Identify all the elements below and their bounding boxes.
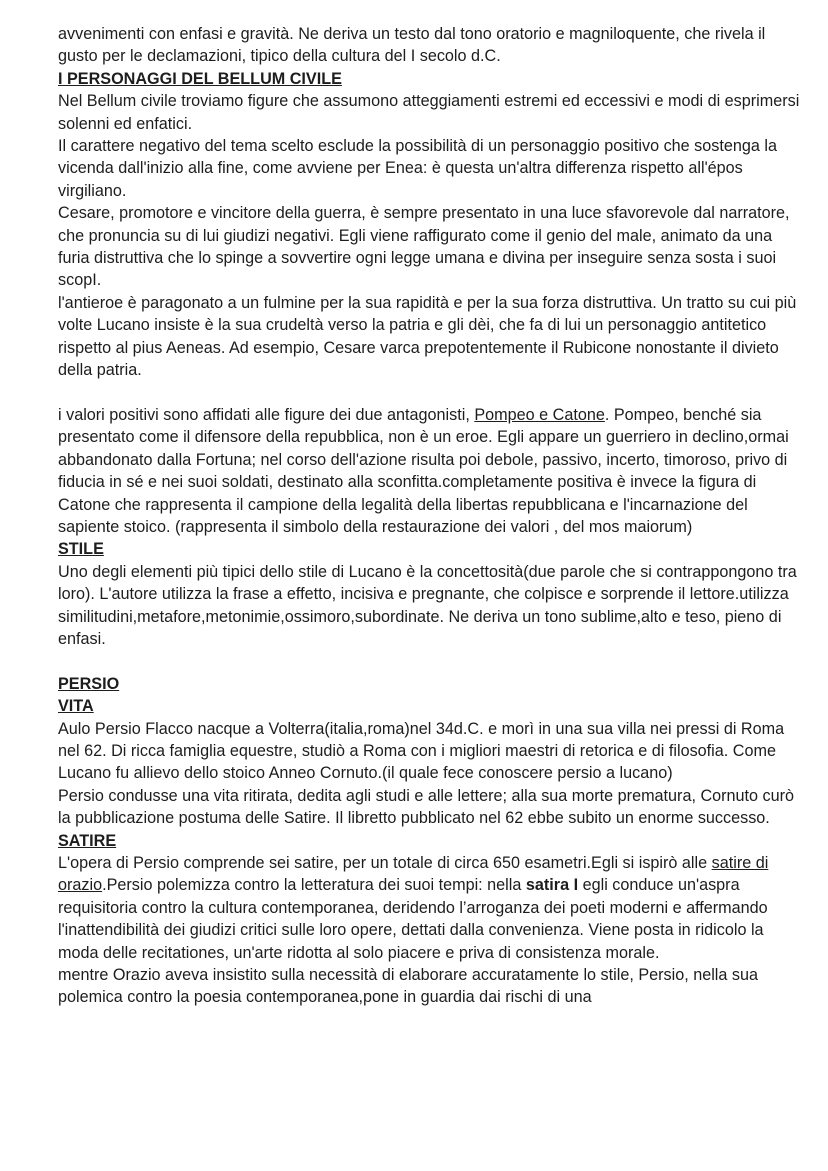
satire-di-orazio-link[interactable]: satire di orazio xyxy=(58,854,769,895)
paragraph-persio-vita-ritirata: Persio condusse una vita ritirata, dedita agli studi e alle lettere; alla sua morte prematura, Cornuto curò la pubblicazione postuma delle Satire. Il libretto pubblicato nel 62 ebbe subito un enorme successo. xyxy=(58,786,795,828)
valori-text-start: i valori positivi sono affidati alle figure dei due antagonisti, xyxy=(58,405,475,424)
satire-text-mid: .Persio polemizza contro la letteratura dei suoi tempi: nella xyxy=(102,876,526,895)
satira-i-bold: satira I xyxy=(525,876,579,895)
paragraph-valori-positivi xyxy=(58,404,808,538)
paragraph-cesare: Cesare, promotore e vincitore della guerra, è sempre presentato in una luce sfavorevole dal narratore, che pronuncia su di lui giudizi negativi. Egli viene raffigurato come il genio del male, animato da una furia distruttiva che lo spinge a sovvertire ogni legge umana e divina per inseguire senza sosta i suoi scopI. xyxy=(58,204,790,290)
paragraph-satire-opera xyxy=(58,852,808,964)
heading-persio: PERSIO xyxy=(58,674,120,693)
paragraph-antieroe: l'antieroe è paragonato a un fulmine per la sua rapidità e per la sua forza distruttiva. Un tratto su cui più volte Lucano insiste è la sua crudeltà verso la patria e gli dèi, che fa di lui un personaggio antitetico rispetto al pius Aeneas. Ad esempio, Cesare varca prepotentemente il Rubicone nonostante il divieto della patria. xyxy=(58,293,797,380)
paragraph-spacer xyxy=(58,382,808,404)
satire-text-end: egli conduce un'aspra requisitoria contro la cultura contemporanea, deridendo l’arroganza dei poeti moderni e affermando l'inattendibilità dei giudizi critici sulle loro opere, dettati dalla convenienza. Viene posta in ridicolo la moda delle recitationes, un'arte ridotta al solo piacere e priva di consistenza morale. xyxy=(58,876,768,962)
heading-personaggi: I PERSONAGGI DEL BELLUM CIVILE xyxy=(58,69,342,88)
paragraph-lucano-tone: avvenimenti con enfasi e gravità. Ne deriva un testo dal tono oratorio e magniloquente, che rivela il gusto per le declamazioni, tipico della cultura del I secolo d.C. xyxy=(58,25,766,66)
paragraph-figure-estreme: Nel Bellum civile troviamo figure che assumono atteggiamenti estremi ed eccessivi e modi di esprimersi solenni ed enfatici. xyxy=(58,92,800,133)
pompeo-catone-link[interactable]: Pompeo e Catone xyxy=(474,405,605,424)
heading-stile: STILE xyxy=(58,540,104,559)
satire-text-start: L'opera di Persio comprende sei satire, per un totale di circa 650 esametri.Egli si ispirò alle xyxy=(58,854,712,872)
paragraph-persio-nascita: Aulo Persio Flacco nacque a Volterra(italia,roma)nel 34d.C. e morì in una sua villa nei pressi di Roma nel 62. Di ricca famiglia equestre, studiò a Roma con i migliori maestri di retorica e di filosofia. Come Lucano fu allievo dello stoico Anneo Cornuto.(il quale fece conoscere persio a lucano) xyxy=(58,719,785,783)
paragraph-carattere-negativo: Il carattere negativo del tema scelto esclude la possibilità di un personaggio positivo che sostenga la vicenda dall'inizio alla fine, come avviene per Enea: è questa un'altra differenza rispetto all'épos virgiliano. xyxy=(58,137,777,200)
heading-satire: SATIRE xyxy=(58,831,117,850)
paragraph-spacer xyxy=(58,650,808,672)
valori-text-end: . Pompeo, benché sia presentato come il difensore della repubblica, non è un eroe. Egli appare un guerriero in declino,ormai abbandonato dalla Fortuna; nel corso dell'azione risulta poi debole, passivo, incerto, timoroso, privo di fiducia in sé e nei suoi soldati, destinato alla sconfitta.completamente positiva è invece la figura di Catone che rappresenta il campione della legalità della libertas repubblicana e l'incarnazione del sapiente stoico. (rappresenta il simbolo della restaurazione dei valori , del mos maiorum) xyxy=(58,405,789,536)
heading-vita: VITA xyxy=(58,697,94,716)
paragraph-orazio-stile: mentre Orazio aveva insistito sulla necessità di elaborare accuratamente lo stile, Persio, nella sua polemica contro la poesia contemporanea,pone in guardia dai rischi di una xyxy=(58,966,759,1007)
paragraph-stile: Uno degli elementi più tipici dello stile di Lucano è la concettosità(due parole che si contrappongono tra loro). L'autore utilizza la frase a effetto, incisiva e pregnante, che colpisce e sorprende il lettore.utilizza similitudini,metafore,metonimie,ossimoro,subordinate. Ne deriva un tono sublime,alto e teso, pieno di enfasi. xyxy=(58,562,797,648)
